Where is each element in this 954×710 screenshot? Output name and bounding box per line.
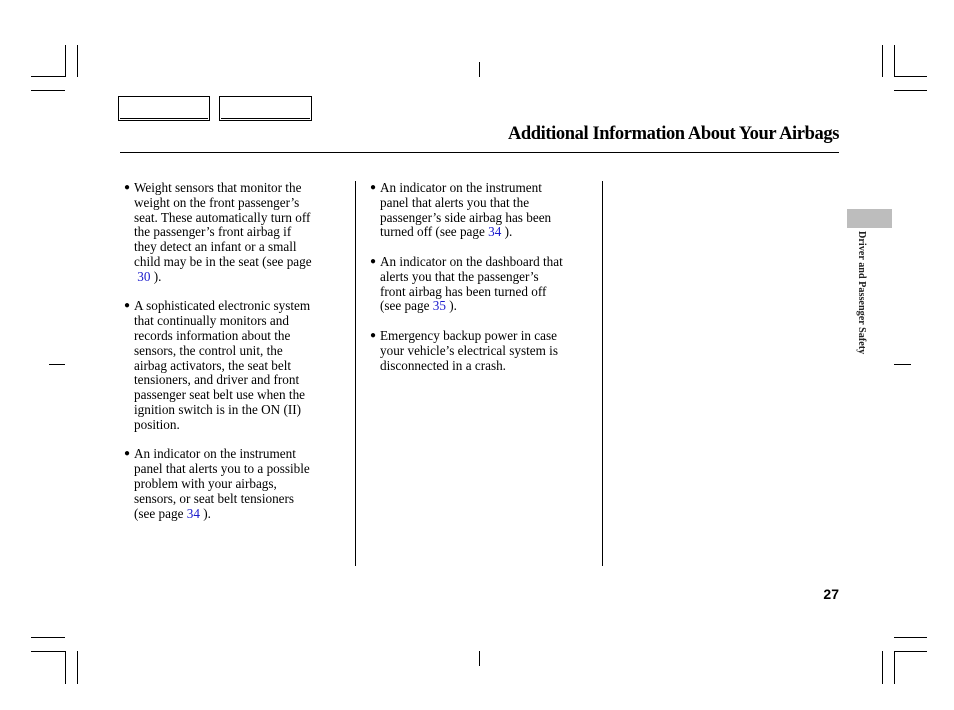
- bullet-line: your vehicle’s electrical system is: [380, 342, 558, 358]
- bullet-line: [134, 270, 352, 285]
- bullet-line: airbag activators, the seat belt: [134, 357, 292, 373]
- bullet-dot: ●: [370, 182, 377, 193]
- bullet-line: panel that alerts you that the: [380, 194, 530, 210]
- page-title: Additional Information About Your Airbags: [507, 124, 839, 144]
- bullet-line: tensioners, and driver and front: [134, 372, 300, 388]
- bullet-item: [370, 255, 598, 314]
- bullet-line: An indicator on the instrument: [380, 180, 542, 195]
- section-tab[interactable]: [847, 209, 892, 228]
- bullet-item: [370, 181, 598, 240]
- column-divider-1: [355, 181, 356, 566]
- bullet-dot: ●: [124, 182, 131, 193]
- bullet-line: passenger seat belt use when the: [134, 387, 306, 403]
- bullet-item: [124, 181, 352, 285]
- bullet-line: position.: [134, 416, 180, 432]
- bullet-line: child may be in the seat (see page: [134, 253, 312, 269]
- bullet-dot: ●: [370, 329, 377, 341]
- bullet-item: [124, 447, 352, 521]
- bullet-line: sensors, the control unit, the: [134, 342, 283, 358]
- bullet-line: [380, 299, 598, 314]
- bullet-line: An indicator on the instrument: [134, 446, 296, 462]
- bullet-line: the passenger’s front airbag if: [134, 224, 292, 240]
- bullet-item: [370, 329, 598, 373]
- nav-tab-box-2[interactable]: [219, 96, 312, 121]
- bullet-line: An indicator on the dashboard that: [380, 253, 563, 269]
- ref-suffix: ).: [501, 224, 513, 240]
- text-column-left: [124, 181, 352, 536]
- ref-prefix: (see page: [380, 298, 433, 314]
- bullet-line: A sophisticated electronic system: [134, 298, 311, 314]
- nav-tab-box-1[interactable]: [118, 96, 210, 121]
- bullet-dot: ●: [370, 255, 377, 267]
- bullet-line: disconnected in a crash.: [380, 357, 506, 373]
- bullet-dot: ●: [124, 300, 131, 312]
- page-number: 27: [823, 586, 839, 602]
- bullet-line: passenger’s side airbag has been: [380, 209, 552, 225]
- ref-prefix: turned off (see page: [380, 224, 489, 240]
- bullet-line: weight on the front passenger’s: [134, 194, 300, 210]
- bullet-dot: ●: [124, 448, 131, 460]
- bullet-line: records information about the: [134, 327, 291, 343]
- bullet-line: front airbag has been turned off: [380, 283, 547, 299]
- text-column-middle: [370, 181, 598, 388]
- bullet-line: they detect an infant or a small: [134, 239, 297, 255]
- bullet-line: seat. These automatically turn off: [134, 209, 311, 225]
- bullet-line: ignition switch is in the ON (II): [134, 401, 302, 417]
- bullet-line: sensors, or seat belt tensioners: [134, 490, 295, 506]
- bullet-line: that continually monitors and: [134, 313, 289, 329]
- bullet-item: [124, 299, 352, 432]
- column-divider-2: [602, 181, 603, 566]
- title-rule: [120, 152, 839, 153]
- section-label: Driver and Passenger Safety: [856, 231, 867, 355]
- bullet-line: [380, 225, 598, 240]
- ref-suffix: ).: [445, 298, 457, 314]
- bullet-line: panel that alerts you to a possible: [134, 461, 310, 477]
- page-ref-link[interactable]: 34: [186, 505, 200, 521]
- ref-suffix: ).: [150, 268, 162, 284]
- ref-prefix: (see page: [134, 505, 187, 521]
- bullet-line: Emergency backup power in case: [380, 327, 557, 343]
- page-ref-link[interactable]: 30: [137, 268, 151, 284]
- page-ref-link[interactable]: 34: [488, 224, 502, 240]
- page-ref-link[interactable]: 35: [432, 298, 446, 314]
- ref-suffix: ).: [199, 505, 211, 521]
- bullet-line: Weight sensors that monitor the: [134, 180, 302, 195]
- bullet-line: problem with your airbags,: [134, 475, 277, 491]
- bullet-line: alerts you that the passenger’s: [380, 268, 539, 284]
- bullet-line: [134, 507, 352, 522]
